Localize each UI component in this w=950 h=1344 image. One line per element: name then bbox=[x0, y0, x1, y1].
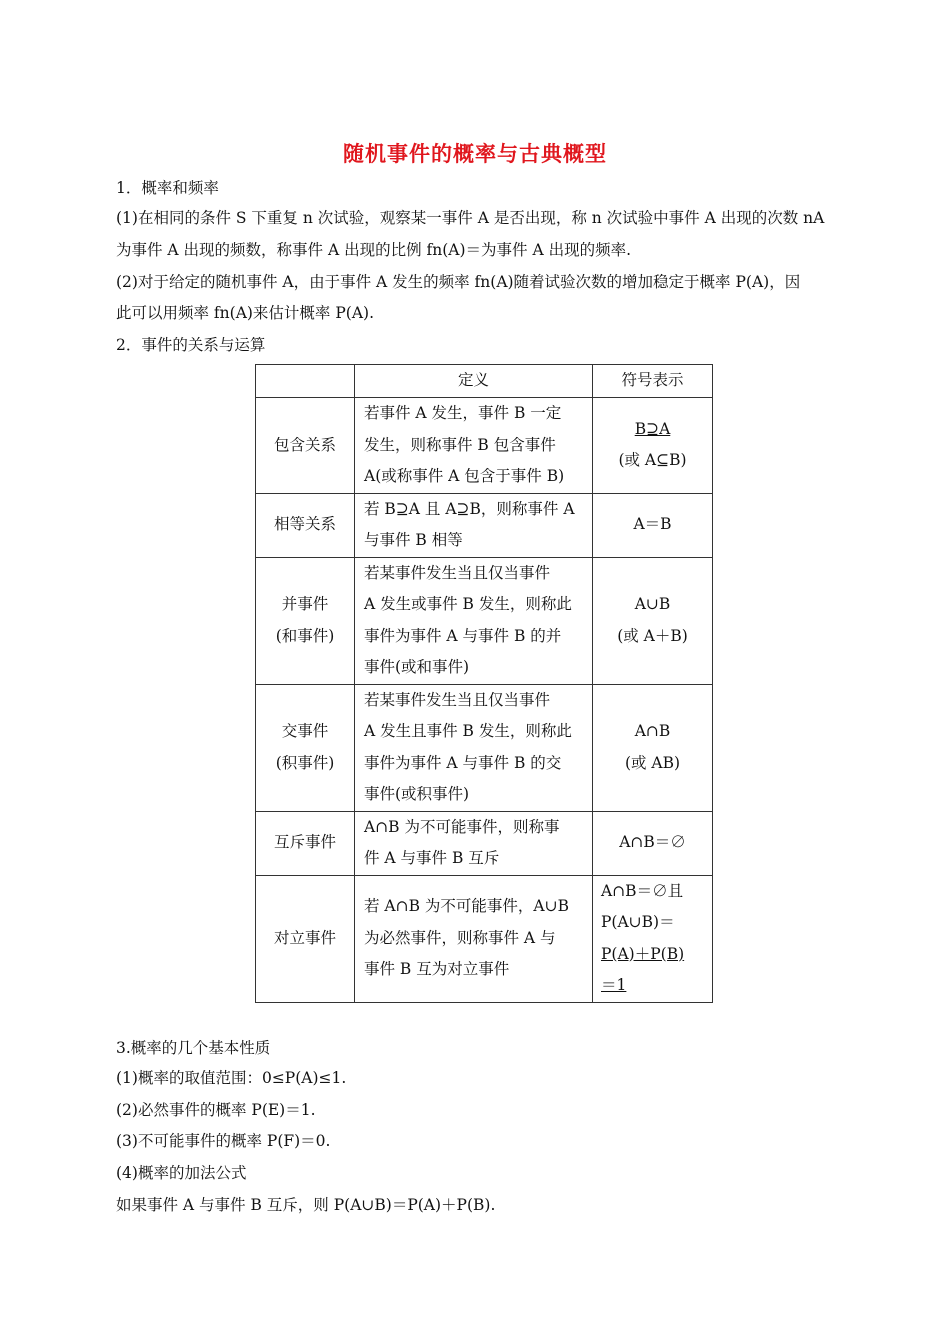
relation-definition: A∩B 为不可能事件，则称事 件 A 与事件 B 互斥 bbox=[355, 811, 593, 875]
paragraph-2-line-1: (2)对于给定的随机事件 A，由于事件 A 发生的频率 fn(A)随着试验次数的增加稳定于概率 P(A)，因 bbox=[116, 273, 801, 291]
relation-symbol: B⊇A (或 A⊆B) bbox=[593, 398, 713, 494]
section-3-heading: 3.概率的几个基本性质 bbox=[116, 1039, 271, 1057]
relation-definition: 若某事件发生当且仅当事件 A 发生或事件 B 发生，则称此 事件为事件 A 与事件 B 的并 事件(或和事件) bbox=[355, 557, 593, 684]
header-cell-definition: 定义 bbox=[355, 365, 593, 398]
relation-name: 相等关系 bbox=[256, 493, 355, 557]
event-relations-table bbox=[255, 364, 713, 1003]
property-item-1: (1)概率的取值范围：0≤P(A)≤1. bbox=[116, 1069, 347, 1087]
relation-definition: 若 B⊇A 且 A⊇B，则称事件 A 与事件 B 相等 bbox=[355, 493, 593, 557]
paragraph-2-line-2: 此可以用频率 fn(A)来估计概率 P(A). bbox=[116, 304, 375, 322]
relation-symbol: A∪B (或 A＋B) bbox=[593, 557, 713, 684]
property-item-3: (3)不可能事件的概率 P(F)＝0. bbox=[116, 1132, 331, 1150]
property-item-2: (2)必然事件的概率 P(E)＝1. bbox=[116, 1101, 316, 1119]
relation-name: 交事件 (积事件) bbox=[256, 684, 355, 811]
addition-formula: 如果事件 A 与事件 B 互斥，则 P(A∪B)＝P(A)＋P(B). bbox=[116, 1196, 496, 1214]
table-row bbox=[256, 557, 713, 684]
relation-name: 对立事件 bbox=[256, 875, 355, 1002]
relation-name: 并事件 (和事件) bbox=[256, 557, 355, 684]
table-row bbox=[256, 684, 713, 811]
table-row bbox=[256, 811, 713, 875]
paragraph-1-line-1: (1)在相同的条件 S 下重复 n 次试验，观察某一事件 A 是否出现，称 n 次试验中事件 A 出现的次数 nA bbox=[116, 209, 825, 227]
section-2-heading: 2．事件的关系与运算 bbox=[116, 336, 266, 354]
relation-definition: 若 A∩B 为不可能事件，A∪B 为必然事件，则称事件 A 与 事件 B 互为对立事件 bbox=[355, 875, 593, 1002]
table-row bbox=[256, 398, 713, 494]
relation-name: 包含关系 bbox=[256, 398, 355, 494]
section-1-heading: 1．概率和频率 bbox=[116, 179, 219, 197]
relation-definition: 若某事件发生当且仅当事件 A 发生且事件 B 发生，则称此 事件为事件 A 与事件 B 的交 事件(或积事件) bbox=[355, 684, 593, 811]
page-title: 随机事件的概率与古典概型 bbox=[343, 142, 607, 166]
relation-symbol: A∩B＝∅ bbox=[593, 811, 713, 875]
relation-name: 互斥事件 bbox=[256, 811, 355, 875]
table-header-row bbox=[256, 365, 713, 398]
relation-definition: 若事件 A 发生，事件 B 一定 发生，则称事件 B 包含事件 A(或称事件 A 包含于事件 B) bbox=[355, 398, 593, 494]
relation-symbol: A∩B＝∅且 P(A∪B)＝ P(A)＋P(B) ＝1 bbox=[593, 875, 713, 1002]
header-cell-empty bbox=[256, 365, 355, 398]
relation-symbol: A＝B bbox=[593, 493, 713, 557]
header-cell-symbol: 符号表示 bbox=[593, 365, 713, 398]
relation-symbol: A∩B (或 AB) bbox=[593, 684, 713, 811]
table-row bbox=[256, 493, 713, 557]
table-row bbox=[256, 875, 713, 1002]
property-item-4: (4)概率的加法公式 bbox=[116, 1164, 247, 1182]
paragraph-1-line-2: 为事件 A 出现的频数，称事件 A 出现的比例 fn(A)＝为事件 A 出现的频率. bbox=[116, 241, 632, 259]
